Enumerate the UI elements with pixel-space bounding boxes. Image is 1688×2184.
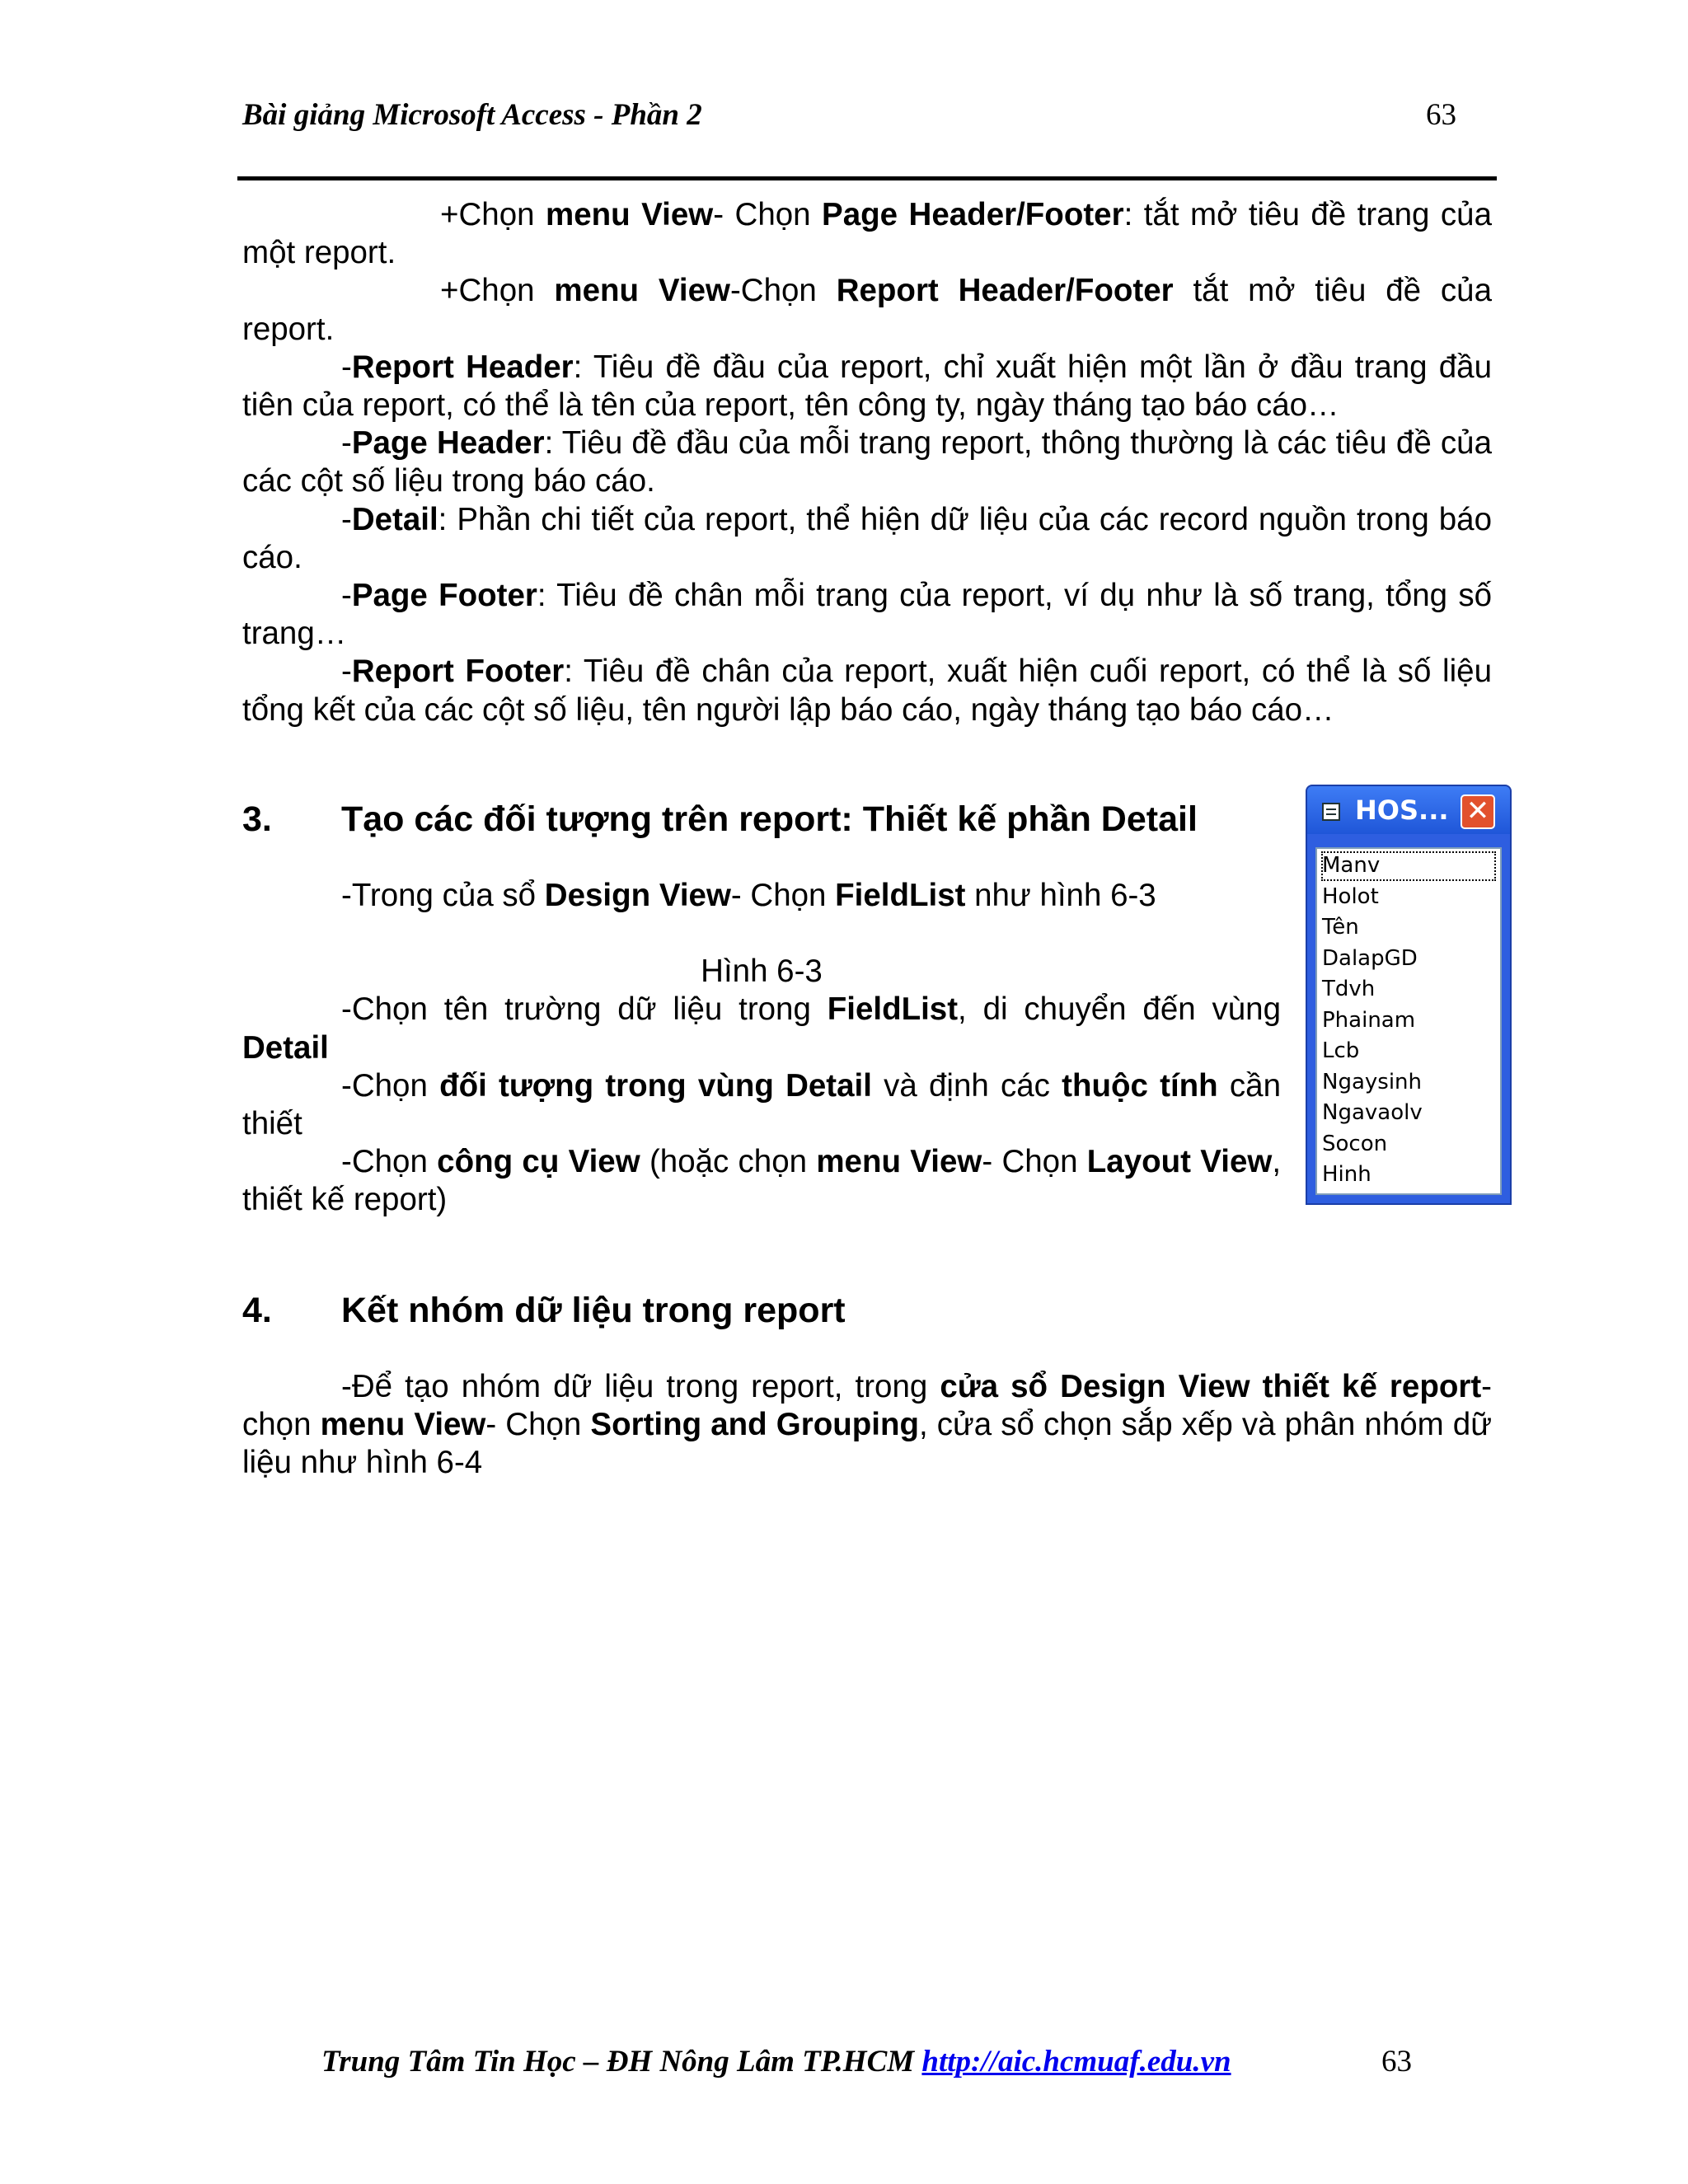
intro-text: [242, 196, 1492, 729]
footer-text: Trung Tâm Tin Học – ĐH Nông Lâm TP.HCM: [321, 2045, 922, 2079]
paragraph: -Chọn công cụ View (hoặc chọn menu View- Chọn Layout View, thiết kế report): [242, 1144, 1282, 1218]
field-list-item[interactable]: Hinh: [1322, 1162, 1372, 1187]
paragraph: -Page Header: Tiêu đề đầu của mỗi trang report, thông thường là các tiêu đề của các cột số liệu trong báo cáo.: [242, 425, 1492, 499]
field-list-item[interactable]: Ngaysinh: [1322, 1069, 1422, 1094]
paragraph: -Report Footer: Tiêu đề chân của report, xuất hiện cuối report, có thể là số liệu tổng kết của các cột số liệu, tên người lập báo cáo, ngày tháng tạo báo cáo…: [242, 654, 1492, 728]
paragraph: +Chọn menu View-Chọn Report Header/Footer tắt mở tiêu đề của report.: [242, 273, 1492, 347]
section-number: 3.: [242, 799, 272, 839]
paragraph: -Để tạo nhóm dữ liệu trong report, trong cửa sổ Design View thiết kế report-chọn menu View- Chọn Sorting and Grouping, cửa sổ chọn sắp xếp và phân nhóm dữ liệu như hình 6-4: [242, 1369, 1492, 1481]
field-list-title: HOS...: [1355, 794, 1449, 826]
header-rule: [237, 176, 1497, 180]
paragraph: -Chọn đối tượng trong vùng Detail và định các thuộc tính cần thiết: [242, 1067, 1281, 1142]
section-4-text: [242, 1368, 1492, 1483]
section-3-text: [242, 877, 1281, 1220]
field-list-title-bar[interactable]: [1307, 786, 1510, 834]
section-number: 4.: [242, 1291, 272, 1330]
paragraph: -Detail: Phần chi tiết của report, thể hiện dữ liệu của các record nguồn trong báo cáo.: [242, 501, 1492, 575]
section-title: Tạo các đối tượng trên report: Thiết kế phần Detail: [341, 799, 1198, 839]
paragraph: -Page Footer: Tiêu đề chân mỗi trang của report, ví dụ như là số trang, tổng số trang…: [242, 578, 1493, 652]
header-page-number: 63: [1426, 98, 1456, 132]
section-4-heading: [242, 1291, 846, 1331]
section-3-heading: [242, 799, 1198, 840]
field-list-item[interactable]: Tdvh: [1322, 977, 1376, 1001]
footer: [321, 2044, 1231, 2079]
paragraph: -Chọn tên trường dữ liệu trong FieldList, di chuyển đến vùng Detail: [242, 991, 1281, 1066]
section-title: Kết nhóm dữ liệu trong report: [341, 1291, 846, 1330]
header-title: Bài giảng Microsoft Access - Phần 2: [242, 98, 702, 132]
field-list-item[interactable]: Holot: [1322, 883, 1379, 909]
paragraph: -Trong của sổ Design View- Chọn FieldList như hình 6-3: [341, 878, 1156, 913]
paragraph: -Report Header: Tiêu đề đầu của report, chỉ xuất hiện một lần ở đầu trang đầu tiên của report, có thể là tên của report, tên công ty, ngày tháng tạo báo cáo…: [242, 349, 1492, 424]
field-list-item[interactable]: Tên: [1322, 915, 1359, 940]
footer-link[interactable]: http://aic.hcmuaf.edu.vn: [921, 2045, 1231, 2079]
field-list-item[interactable]: Ngavaolv: [1322, 1100, 1423, 1125]
footer-page-number: 63: [1381, 2045, 1412, 2079]
field-list-item[interactable]: DalapGD: [1322, 945, 1418, 971]
field-list-window[interactable]: [1306, 785, 1512, 1205]
figure-caption: Hình 6-3: [701, 954, 823, 990]
close-button[interactable]: ✕: [1461, 794, 1495, 829]
field-list-item[interactable]: Lcb: [1322, 1038, 1360, 1063]
field-list-item[interactable]: Manv: [1320, 851, 1497, 882]
field-list[interactable]: [1315, 847, 1502, 1195]
window-icon: [1322, 803, 1340, 821]
field-list-item[interactable]: Phainam: [1322, 1007, 1416, 1033]
field-list-item[interactable]: Socon: [1322, 1131, 1388, 1156]
paragraph: +Chọn menu View- Chọn Page Header/Footer: tắt mở tiêu đề trang của một report.: [242, 197, 1492, 271]
